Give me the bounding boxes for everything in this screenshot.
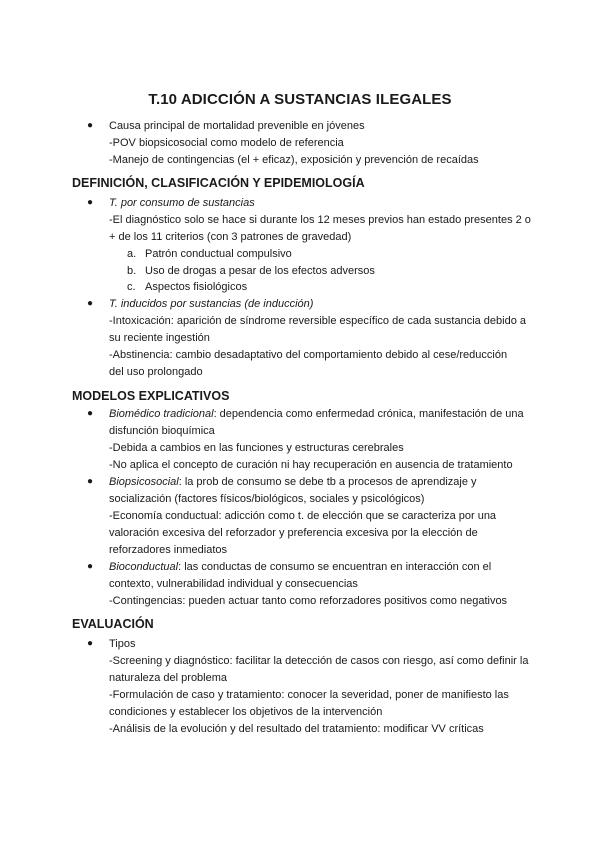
body-line: -Análisis de la evolución y del resultado del tratamiento: modificar VV críticas	[109, 723, 484, 735]
model-bullet: Biopsicosocial: la prob de consumo se debe tb a procesos de aprendizaje y	[109, 476, 477, 488]
body-line: -Screening y diagnóstico: facilitar la detección de casos con riesgo, así como definir la	[109, 655, 529, 667]
section-heading-modelos: MODELOS EXPLICATIVOS	[72, 389, 230, 403]
body-line: valoración excesiva del reforzador y preferencia excesiva por la elección de	[109, 527, 478, 539]
body-line: -No aplica el concepto de curación ni hay recuperación en ausencia de tratamiento	[109, 459, 513, 471]
body-line: naturaleza del problema	[109, 672, 228, 684]
criterion-letter: b.	[127, 265, 137, 277]
body-line: + de los 11 criterios (con 3 patrones de gravedad)	[109, 231, 352, 243]
body-line: socialización (factores físicos/biológicos, sociales y psicológicos)	[109, 493, 425, 505]
section-heading-evaluacion: EVALUACIÓN	[72, 617, 154, 631]
model-bullet: Biomédico tradicional: dependencia como enfermedad crónica, manifestación de una	[109, 408, 524, 420]
criterion-letter: c.	[127, 281, 136, 293]
body-line: condiciones y establecer los objetivos de la intervención	[109, 706, 383, 718]
eval-bullet: Tipos	[109, 638, 136, 650]
bullet-icon: ●	[87, 298, 94, 309]
bullet-icon: ●	[87, 638, 94, 649]
bullet-icon: ●	[87, 561, 94, 572]
body-line: -Contingencias: pueden actuar tanto como reforzadores positivos como negativos	[109, 595, 508, 607]
section-bullet: T. por consumo de sustancias	[109, 197, 255, 209]
intro-line: -POV biopsicosocial como modelo de referencia	[109, 137, 344, 149]
body-line: -Intoxicación: aparición de síndrome reversible específico de cada sustancia debido a	[109, 315, 527, 327]
body-line: -Formulación de caso y tratamiento: conocer la severidad, poner de manifiesto las	[109, 689, 509, 701]
page-title: T.10 ADICCIÓN A SUSTANCIAS ILEGALES	[148, 91, 452, 108]
bullet-icon: ●	[87, 120, 94, 131]
body-line: -El diagnóstico solo se hace si durante los 12 meses previos han estado presentes 2 o	[109, 214, 531, 226]
body-line: -Economía conductual: adicción como t. de elección que se caracteriza por una	[109, 510, 497, 522]
intro-line: -Manejo de contingencias (el + eficaz), exposición y prevención de recaídas	[109, 154, 479, 166]
criterion-text: Uso de drogas a pesar de los efectos adversos	[145, 265, 375, 277]
body-line: contexto, vulnerabilidad individual y consecuencias	[109, 578, 358, 590]
bullet-icon: ●	[87, 476, 94, 487]
model-bullet: Bioconductual: las conductas de consumo se encuentran en interacción con el	[109, 561, 492, 573]
bullet-icon: ●	[87, 197, 94, 208]
criterion-letter: a.	[127, 248, 137, 260]
body-line: -Abstinencia: cambio desadaptativo del comportamiento debido al cese/reducción	[109, 349, 508, 361]
body-line: reforzadores inmediatos	[109, 544, 228, 556]
criterion-text: Aspectos fisiológicos	[145, 281, 248, 293]
intro-bullet: Causa principal de mortalidad prevenible en jóvenes	[109, 120, 365, 132]
body-line: disfunción bioquímica	[109, 425, 215, 437]
section-heading-definicion: DEFINICIÓN, CLASIFICACIÓN Y EPIDEMIOLOGÍA	[72, 176, 365, 190]
section-bullet: T. inducidos por sustancias (de inducción)	[109, 298, 314, 310]
bullet-icon: ●	[87, 408, 94, 419]
body-line: del uso prolongado	[109, 366, 203, 378]
criterion-text: Patrón conductual compulsivo	[145, 248, 292, 260]
body-line: -Debida a cambios en las funciones y estructuras cerebrales	[109, 442, 404, 454]
body-line: su reciente ingestión	[109, 332, 210, 344]
